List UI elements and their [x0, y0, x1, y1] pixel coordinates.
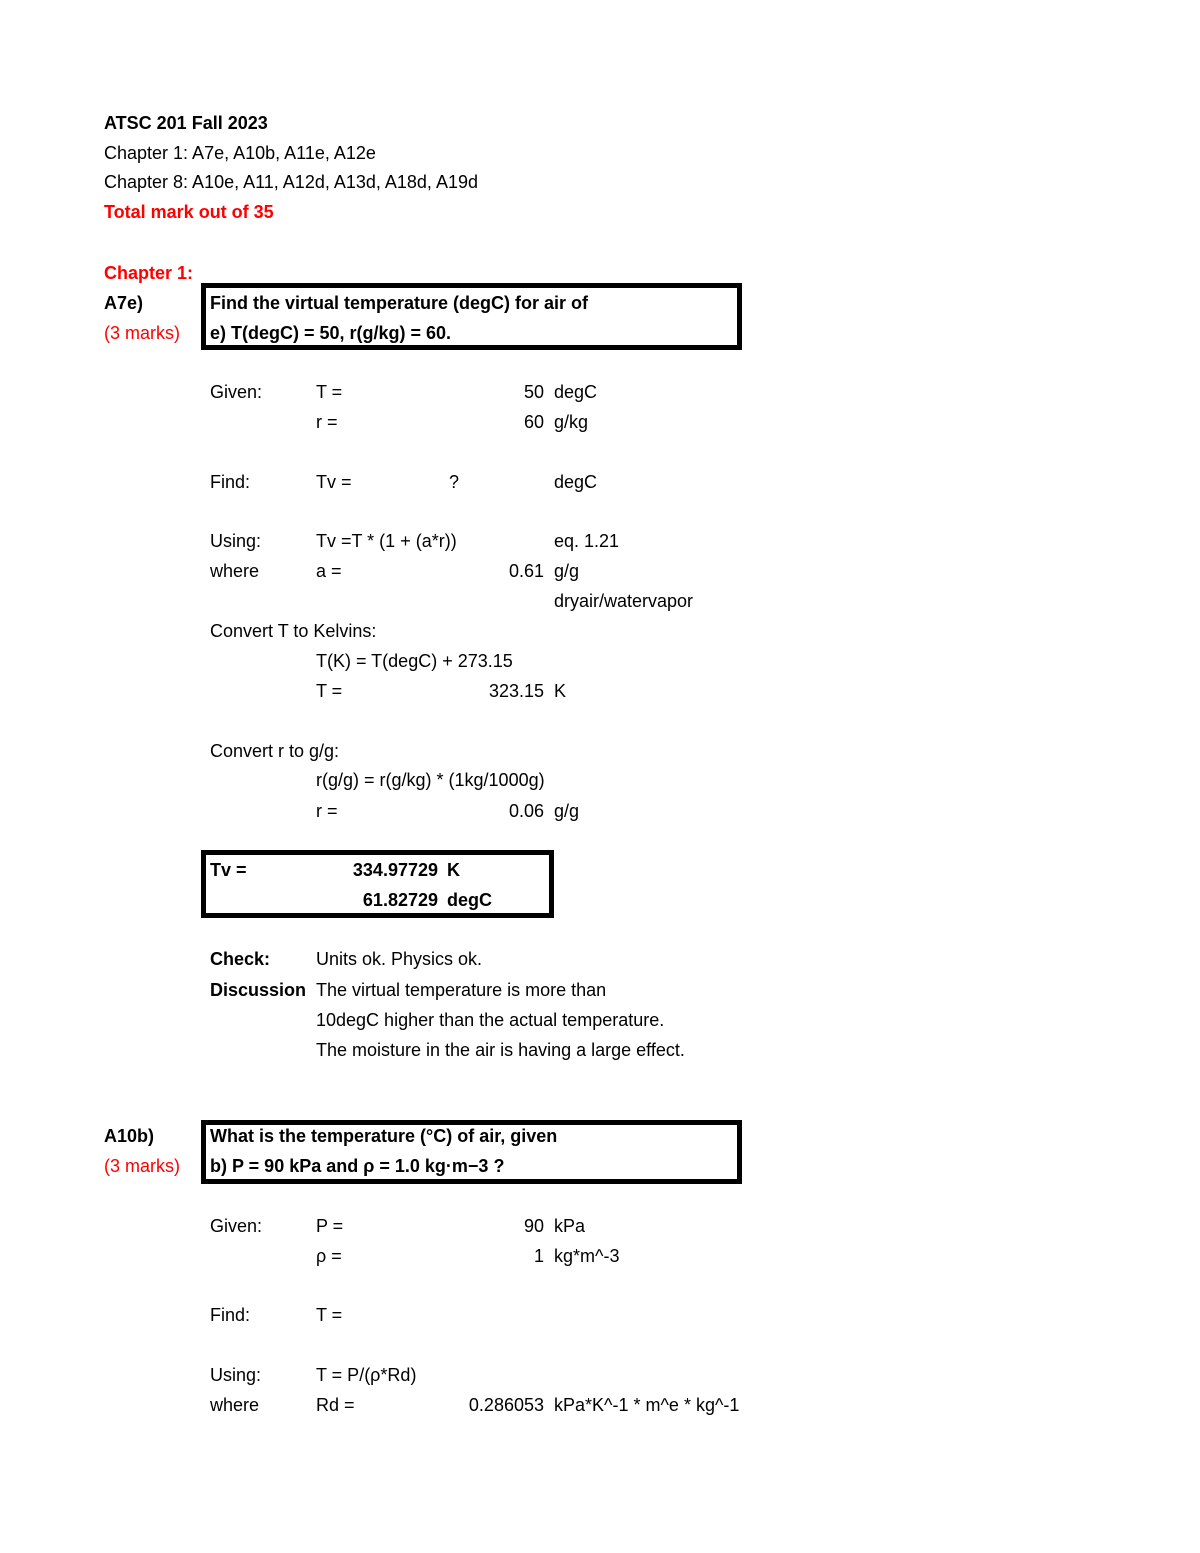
chapter1-heading: Chapter 1: [104, 263, 194, 283]
a7e-question-line2: e) T(degC) = 50, r(g/kg) = 60. [210, 323, 452, 343]
a7e-answer-kelvin-unit: K [447, 860, 460, 880]
a10b-given-p-unit: kPa [554, 1216, 586, 1236]
a10b-label: A10b) [104, 1126, 155, 1146]
a7e-find-label: Find: [210, 472, 251, 492]
total-mark: Total mark out of 35 [104, 202, 274, 222]
a10b-question-line2: b) P = 90 kPa and ρ = 1.0 kg·m−3 ? [210, 1156, 505, 1176]
a10b-using-equation: T = P/(ρ*Rd) [316, 1365, 417, 1385]
a7e-given-r-label: r = [316, 412, 338, 432]
a7e-discussion-line1: The virtual temperature is more than [316, 980, 607, 1000]
a10b-find-label: Find: [210, 1305, 251, 1325]
a7e-discussion-line3: The moisture in the air is having a large effect. [316, 1040, 685, 1060]
a7e-discussion-label: Discussion [210, 980, 307, 1000]
a7e-discussion-line2: 10degC higher than the actual temperature. [316, 1010, 665, 1030]
a7e-convert-t-var: T = [316, 681, 343, 701]
a7e-convert-t-equation: T(K) = T(degC) + 273.15 [316, 651, 513, 671]
a10b-given-rho-unit: kg*m^-3 [554, 1246, 620, 1266]
a7e-answer-kelvin: 334.97729 [352, 860, 438, 880]
a7e-given-label: Given: [210, 382, 263, 402]
a7e-answer-celsius-unit: degC [447, 890, 492, 910]
a7e-convert-r-unit: g/g [554, 801, 580, 821]
a10b-given-label: Given: [210, 1216, 263, 1236]
a10b-given-p-value: 90 [523, 1216, 544, 1236]
a10b-given-rho-label: ρ = [316, 1246, 342, 1266]
a7e-convert-r-value: 0.06 [508, 801, 544, 821]
chapter1-problem-list: Chapter 1: A7e, A10b, A11e, A12e [104, 143, 376, 163]
document-title: ATSC 201 Fall 2023 [104, 113, 268, 133]
a7e-convert-r-equation: r(g/g) = r(g/kg) * (1kg/1000g) [316, 770, 545, 790]
a7e-find-value: ? [449, 472, 460, 492]
a7e-a-unit-line2: dryair/watervapor [554, 591, 694, 611]
a7e-given-t-value: 50 [523, 382, 544, 402]
a7e-check-label: Check: [210, 949, 271, 969]
a7e-marks: (3 marks) [104, 323, 180, 343]
a7e-given-r-value: 60 [523, 412, 544, 432]
a7e-using-equation: Tv =T * (1 + (a*r)) [316, 531, 457, 551]
a7e-convert-r-var: r = [316, 801, 338, 821]
a10b-question-line1: What is the temperature (°C) of air, given [210, 1126, 558, 1146]
a7e-convert-t-unit: K [554, 681, 567, 701]
a7e-label: A7e) [104, 293, 144, 313]
a7e-given-r-unit: g/kg [554, 412, 589, 432]
a7e-using-label: Using: [210, 531, 262, 551]
a10b-rd-label: Rd = [316, 1395, 355, 1415]
a10b-marks: (3 marks) [104, 1156, 180, 1176]
a7e-answer-var: Tv = [210, 860, 247, 880]
a10b-using-label: Using: [210, 1365, 262, 1385]
a7e-convert-r-label: Convert r to g/g: [210, 741, 340, 761]
a7e-question-line1: Find the virtual temperature (degC) for air of [210, 293, 589, 313]
a10b-given-rho-value: 1 [533, 1246, 544, 1266]
a7e-a-label: a = [316, 561, 342, 581]
a7e-a-unit: g/g [554, 561, 580, 581]
a7e-convert-t-value: 323.15 [488, 681, 544, 701]
a7e-given-t-unit: degC [554, 382, 598, 402]
a10b-find-var: T = [316, 1305, 343, 1325]
a10b-where-label: where [210, 1395, 260, 1415]
a7e-convert-t-label: Convert T to Kelvins: [210, 621, 377, 641]
a7e-a-value: 0.61 [508, 561, 544, 581]
a7e-where-label: where [210, 561, 260, 581]
a7e-answer-celsius: 61.82729 [362, 890, 438, 910]
a7e-using-reference: eq. 1.21 [554, 531, 620, 551]
a10b-rd-value: 0.286053 [468, 1395, 544, 1415]
a7e-find-unit: degC [554, 472, 598, 492]
a7e-given-t-label: T = [316, 382, 343, 402]
chapter8-problem-list: Chapter 8: A10e, A11, A12d, A13d, A18d, A19d [104, 172, 478, 192]
a10b-rd-unit: kPa*K^-1 * m^e * kg^-1 [554, 1395, 740, 1415]
a7e-find-var: Tv = [316, 472, 352, 492]
a10b-given-p-label: P = [316, 1216, 344, 1236]
a7e-check-text: Units ok. Physics ok. [316, 949, 483, 969]
